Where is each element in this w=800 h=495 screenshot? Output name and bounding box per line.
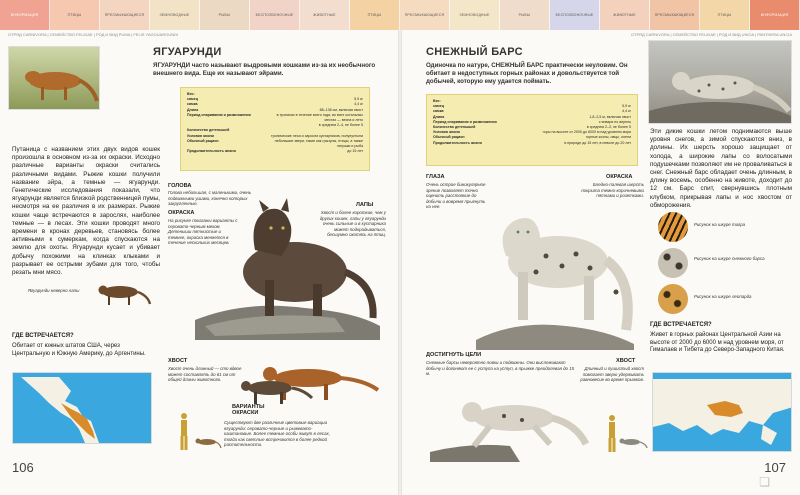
label-tail-right: ХВОСТ (616, 358, 636, 364)
snow-leopard-fur-caption: Рисунок на шкуре снежного барса (694, 256, 765, 261)
fact-key: Обычный рацион (187, 138, 219, 143)
fact-key: Обычный рацион (433, 135, 465, 140)
fact-value: горные козлы, овцы, олени (585, 135, 631, 140)
left-page-title: ЯГУАРУНДИ (153, 46, 222, 58)
fact-value: небольшие звери, такие как грызуны, птицы, а также лягушки и рыба (274, 138, 363, 149)
fact-key: Период спаривания и размножения (187, 112, 251, 117)
left-page-number: 106 (12, 460, 34, 475)
fact-value: 1,8–2,5 м, включая хвост (589, 114, 631, 119)
left-where-heading: ГДЕ ВСТРЕЧАЕТСЯ? (12, 333, 74, 339)
fact-value: с января по апрель (598, 119, 631, 124)
fact-key: самка (187, 102, 198, 107)
category-tab-strip (0, 0, 800, 30)
fact-value: до 15 лет (347, 149, 363, 154)
category-tab[interactable]: РЫБЫ (200, 0, 250, 30)
category-tab[interactable]: ПРЕСМЫКАЮЩИЕСЯ (400, 0, 450, 30)
snow-leopard-fur-swatch (658, 248, 688, 278)
right-intro: Одиночка по натуре, СНЕЖНЫЙ БАРС практически неуловим. Он обитает в недоступных горных районах и довольствуется той добычей, которую ему удается поймать. (426, 62, 628, 85)
jaguarundi-dark-variant-illustration (234, 372, 314, 406)
human-scale-figure (174, 412, 194, 452)
category-tab[interactable]: ЗЕМНОВОДНЫЕ (450, 0, 500, 30)
fact-value: 5,9 кг (622, 104, 631, 109)
jaguarundi-photo (8, 46, 100, 110)
fact-key: Продолжительность жизни (433, 140, 482, 145)
fact-key: Количество детенышей (187, 128, 230, 133)
fact-row (433, 141, 631, 146)
category-tab[interactable]: РЫБЫ (500, 0, 550, 30)
label-head: ГОЛОВА (168, 183, 192, 189)
fact-value: тропические леса и заросли кустарников, полупустыни (270, 133, 363, 138)
fact-value: 4,4 кг (354, 102, 363, 107)
snow-leopard-photo (648, 40, 792, 124)
jaguarundi-small-illustration (92, 276, 152, 308)
right-body-text: Эти дикие кошки летом поднимаются выше уровня снегов, а зимой спускаются вниз, в долины. Их шерсть хорошо защищает от холода, а широкие лапы со волосатыми подушечками позволяют им не проваливаться в снег. Снежный барс обладает очень длинным, в длину восемь, особенно на животе, доходит до 12 см. Барс спит, свернувшись плотным клубком, прикрывая лапы и нос хвостом от обморожения. (650, 128, 792, 209)
fact-value: в тропиках в течение всего года, во всех остальных местах — весна и лето (276, 112, 363, 123)
fact-key: Длина (433, 114, 445, 119)
category-tab[interactable]: ПРЕСМЫКАЮЩИЕСЯ (650, 0, 700, 30)
fact-key: Количество детенышей (433, 125, 476, 130)
category-tab[interactable]: ПТИЦЫ (50, 0, 100, 30)
right-page (400, 0, 800, 495)
fact-key: Длина (187, 107, 199, 112)
fact-row (187, 149, 363, 154)
category-tab[interactable]: ИНФОРМАЦИЯ (0, 0, 50, 30)
right-where-text: Живет в горных районах Центральной Азии на высоте от 2000 до 6000 м над уровнем моря, от Гималаев и Тибета до Северо-Западного Китая. (650, 332, 785, 354)
note-coloring: На рисунке показаны варианты с серовато-черным мехом. Детеныши пятнистые и темнее, окраска меняется в течение нескольких месяцев. (168, 218, 238, 246)
tiger-fur-swatch (658, 212, 688, 242)
right-running-header: ОТРЯД CARNIVORA | СЕМЕЙСТВО FELIDAE | РОД И ВИД UNCIA | PANTHERA UNCIA (630, 32, 792, 37)
right-where-heading: ГДЕ ВСТРЕЧАЕТСЯ? (650, 322, 712, 328)
note-head: Голова небольшая, с маленькими, очень подвижными ушами, конечно которых закругленные. (168, 190, 252, 207)
tiger-fur-caption: Рисунок на шкуре тигра (694, 222, 746, 227)
fact-key: Условия жизни (187, 133, 214, 138)
note-coloring-right: Бледно-палевая шерсть покрыта темно-коричневыми пятнами и розетками. (581, 182, 644, 199)
fact-key: самка (433, 109, 444, 114)
fact-value: 4,4 кг (622, 109, 631, 114)
small-illustration-caption: Ягуарунди неверно лапы (28, 288, 80, 293)
fact-value: 5,9 кг (354, 97, 363, 102)
fact-value: в природе до 15 лет, в неволе до 20 лет (564, 140, 631, 145)
label-paws: ЛАПЫ (356, 202, 374, 208)
jaguarundi-scale-figure (194, 436, 222, 450)
right-facts-box (426, 94, 638, 166)
fact-value: в среднем 2–4, не более 5 (318, 123, 363, 128)
leopard-fur-caption: Рисунок на шкуре леопарда (694, 294, 752, 299)
category-tab[interactable]: ПТИЦЫ (700, 0, 750, 30)
fact-row (187, 139, 363, 149)
snow-leopard-main-illustration (466, 180, 636, 350)
right-page-number: 107 (764, 460, 786, 475)
left-intro: ЯГУАРУНДИ часто называют выдровыми кошками из-за их необычного внешнего вида. Еще их называют эйрами. (153, 62, 376, 77)
snow-leopard-leap-illustration (430, 382, 590, 462)
label-color-variants: ВАРИАНТЫ ОКРАСКИ (232, 404, 265, 416)
fact-key: Условия жизни (433, 130, 460, 135)
fact-value: 88–138 см, включая хвост (319, 107, 363, 112)
label-reach-goal: ДОСТИГНУТЬ ЦЕЛИ (426, 352, 482, 358)
snow-leopard-scale-figure (618, 436, 648, 450)
left-facts-box (180, 87, 370, 171)
americas-range-map (12, 372, 152, 444)
fact-key: Вес: (187, 92, 195, 96)
label-coloring: ОКРАСКА (168, 210, 195, 216)
fact-value: в среднем 2–3, не более 5 (586, 125, 631, 130)
fact-row (187, 113, 363, 123)
note-tail: Хвост очень длинный — сто вдвое может составлять до 61 см от общей длины животного. (168, 366, 242, 383)
note-tail-right: Длинный и пушистый хвост помогает зверю удерживать равновесие во время прыжков. (580, 366, 644, 383)
category-tab[interactable]: БЕСПОЗВОНОЧНЫЕ (250, 0, 300, 30)
left-body-text: Путаница с названием этих двух видов кошек произошла в основном из-за их окраски. Исходно различные варианты окраски считались различными видами. Рыжие кошки получили название эйра, а темные — ягуарунди. Генетические исследования показали, что ягуарунди является близкой родственницей пумы, несмотря на ее различия в их размерах. Рыжие кошки чаще встречаются в зарослях, наиболее темные — в лесах. Эти кошки проводят много времени в кронах деревьев, становясь более активными к сумеркам, когда спускаются на землю для охоты. Ягуарунди кусает и убивает добычу похожими на клинках клыками и разрывает ее острыми зубами для того, чтобы резать мни мясо. (12, 146, 160, 277)
category-tab[interactable]: ИНФОРМАЦИЯ (750, 0, 800, 30)
fact-value: горы на высоте от 2000 до 6000 м над уровнем моря (542, 130, 631, 135)
left-where-text: Обитает от южных штатов США, через Центральную и Южную Америку, до Аргентины. (12, 343, 146, 357)
label-tail: ХВОСТ (168, 358, 188, 364)
right-page-title: СНЕЖНЫЙ БАРС (426, 46, 523, 58)
fact-key: Вес: (433, 99, 441, 103)
fact-key: Продолжительность жизни (187, 149, 236, 154)
note-reach-goal: Снежные барсы невероятно ловки и подвижны. Они выслеживают добычу и догоняют ее с уступа на уступ, в прыжке преодолевая до 15 м. (426, 360, 575, 377)
category-tab[interactable]: ЖИВОТНЫЕ (600, 0, 650, 30)
note-paws: Хвост и более короткие, чем у других кошек, лапы у ягуарунди очень сильные и в кустарника может подкрадываться, бесшумно охотясь на птиц. (319, 210, 386, 238)
fact-key: самец (187, 97, 198, 102)
category-tab[interactable]: ЖИВОТНЫЕ (300, 0, 350, 30)
note-eyes: Очень острое бинокулярное зрение позволяет точно оценить расстояние до добычи и вовремя прыгнуть на нее. (426, 182, 486, 210)
watermark: ❏ (759, 475, 770, 489)
category-tab[interactable]: БЕСПОЗВОНОЧНЫЕ (550, 0, 600, 30)
category-tab[interactable]: ПРЕСМЫКАЮЩИЕСЯ (100, 0, 150, 30)
label-eyes: ГЛАЗА (426, 174, 445, 180)
fact-key: Период спаривания и размножения (433, 119, 497, 124)
fact-key: самец (433, 104, 444, 109)
book-gutter (398, 0, 402, 495)
label-coloring-right: ОКРАСКА (606, 174, 633, 180)
leopard-fur-swatch (658, 284, 688, 314)
asia-range-map (652, 372, 792, 452)
left-running-header: ОТРЯД CARNIVORA | СЕМЕЙСТВО FELIDAE | РОД И ВИД PUMA | FELIS YAGOUAROUNDI (8, 32, 179, 37)
note-color-variants: Существуют две различные цветовые вариации ягуарунди: серовато-черные и рыжевато-каштановые. Более темные особи живут в лесах, тогда как светлые встречаются в более редкой растительности. (224, 420, 330, 448)
category-tab[interactable]: ЗЕМНОВОДНЫЕ (150, 0, 200, 30)
category-tab[interactable]: ПТИЦЫ (350, 0, 400, 30)
